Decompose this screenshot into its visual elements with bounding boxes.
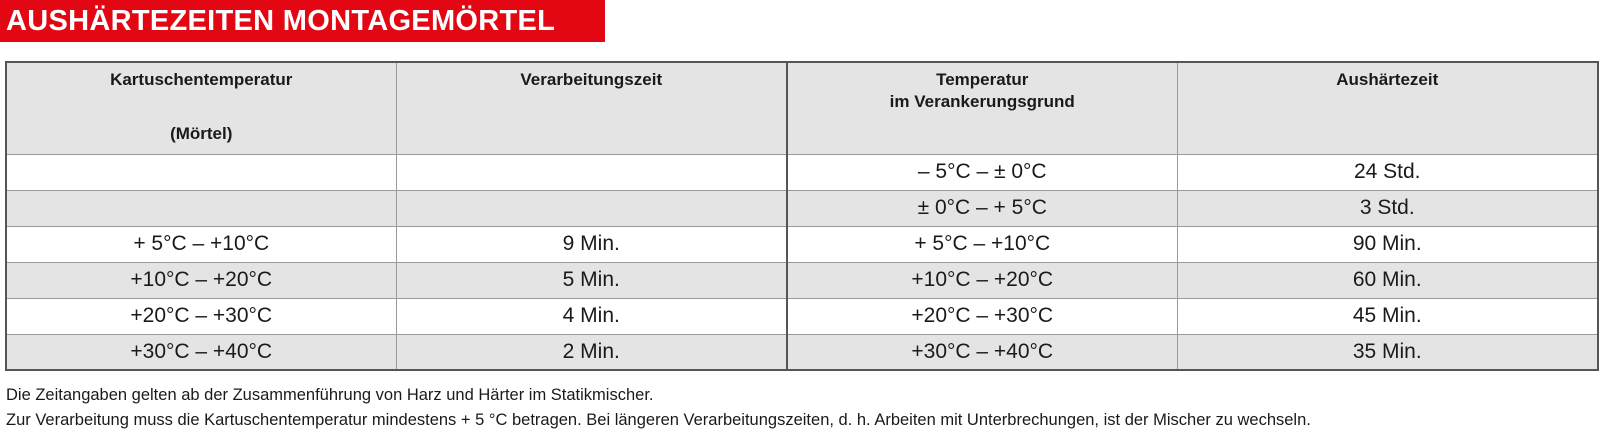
cell-processing-time: 5 Min. (396, 262, 787, 298)
cell-cartridge-temp: +20°C – +30°C (6, 298, 396, 334)
table-header-row (6, 62, 1598, 154)
header-processing-time (396, 62, 787, 154)
table-row (6, 262, 1598, 298)
footnotes (6, 383, 1311, 433)
table-row (6, 334, 1598, 370)
curing-times-table (5, 61, 1599, 371)
table-row (6, 154, 1598, 190)
cell-base-temp: + 5°C – +10°C (787, 226, 1177, 262)
cell-processing-time (396, 190, 787, 226)
cell-curing-time: 90 Min. (1177, 226, 1598, 262)
cell-base-temp: +30°C – +40°C (787, 334, 1177, 370)
cell-curing-time: 35 Min. (1177, 334, 1598, 370)
cell-processing-time: 9 Min. (396, 226, 787, 262)
table-row (6, 298, 1598, 334)
header-cartridge-temperature-label: Kartuschentemperatur (110, 70, 293, 89)
cell-base-temp: +10°C – +20°C (787, 262, 1177, 298)
cell-cartridge-temp: +30°C – +40°C (6, 334, 396, 370)
cell-curing-time: 45 Min. (1177, 298, 1598, 334)
cell-cartridge-temp: + 5°C – +10°C (6, 226, 396, 262)
header-base-temperature (787, 62, 1177, 154)
cell-base-temp: +20°C – +30°C (787, 298, 1177, 334)
header-cartridge-temperature-sublabel: (Mörtel) (170, 124, 233, 143)
cell-cartridge-temp: +10°C – +20°C (6, 262, 396, 298)
header-base-temperature-sublabel: im Verankerungsgrund (889, 92, 1075, 111)
cell-curing-time: 3 Std. (1177, 190, 1598, 226)
cell-cartridge-temp (6, 154, 396, 190)
header-cartridge-temperature (6, 62, 396, 154)
footnote-line: Zur Verarbeitung muss die Kartuschentemperatur mindestens + 5 °C betragen. Bei längeren Verarbeitungszeiten, d. h. Arbeiten mit Unterbrechungen, ist der Mischer zu wechseln. (6, 411, 1311, 429)
cell-cartridge-temp (6, 190, 396, 226)
cell-curing-time: 24 Std. (1177, 154, 1598, 190)
cell-processing-time: 4 Min. (396, 298, 787, 334)
section-title: AUSHÄRTEZEITEN MONTAGEMÖRTEL (0, 0, 605, 42)
header-curing-time (1177, 62, 1598, 154)
header-processing-time-label: Verarbeitungszeit (520, 70, 663, 89)
header-curing-time-label: Aushärtezeit (1336, 70, 1439, 89)
cell-curing-time: 60 Min. (1177, 262, 1598, 298)
cell-processing-time (396, 154, 787, 190)
cell-base-temp: ± 0°C – + 5°C (787, 190, 1177, 226)
footnote-line: Die Zeitangaben gelten ab der Zusammenführung von Harz und Härter im Statikmischer. (6, 386, 654, 404)
table-row (6, 226, 1598, 262)
cell-base-temp: – 5°C – ± 0°C (787, 154, 1177, 190)
header-base-temperature-label: Temperatur (936, 70, 1029, 89)
table-row (6, 190, 1598, 226)
cell-processing-time: 2 Min. (396, 334, 787, 370)
